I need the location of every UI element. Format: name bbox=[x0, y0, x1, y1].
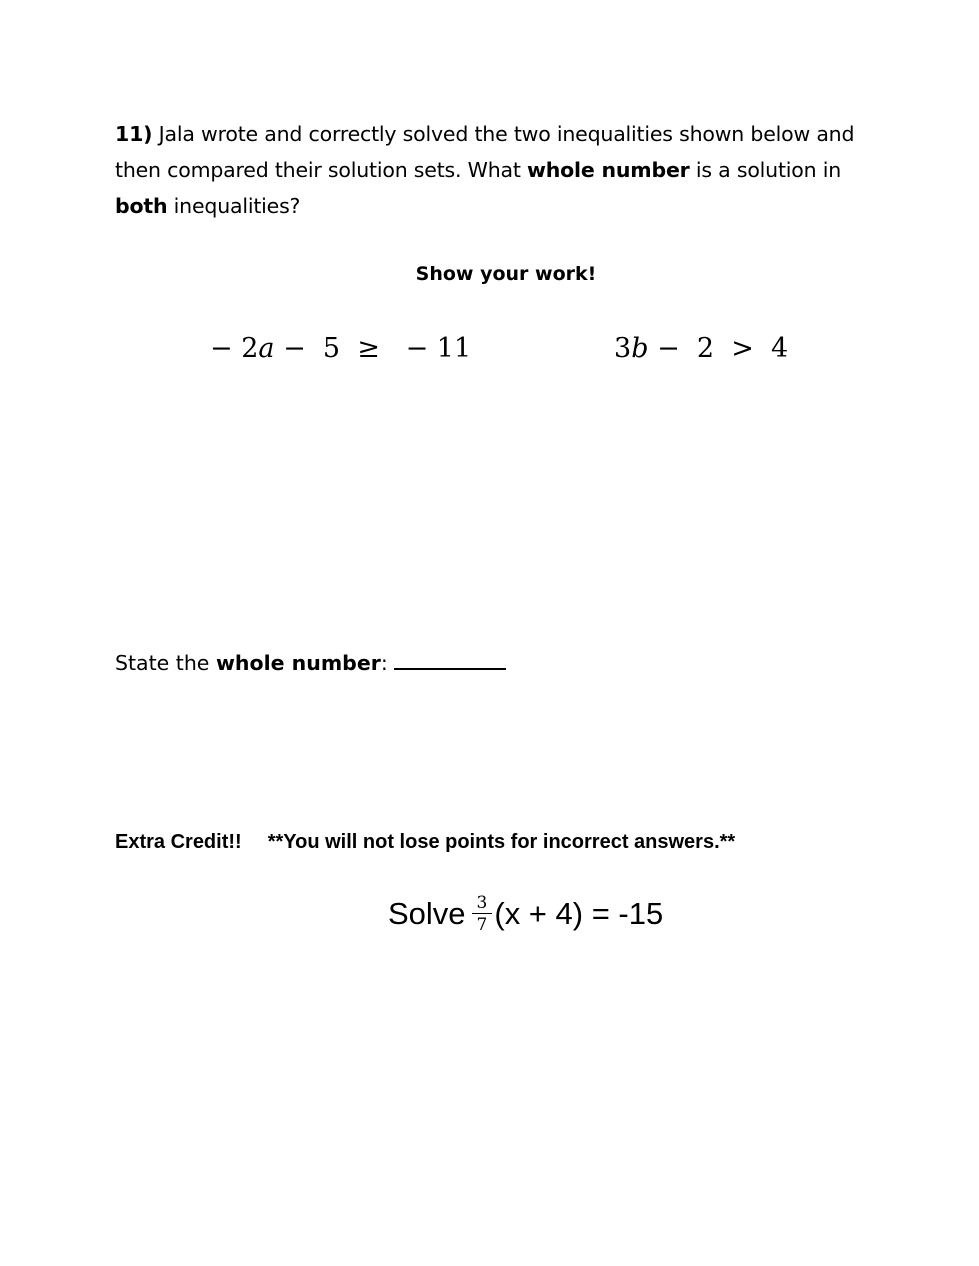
question-number: 11) bbox=[115, 122, 153, 146]
solve-equation bbox=[388, 893, 664, 936]
inequality-b bbox=[614, 333, 788, 364]
fraction-denominator: 7 bbox=[476, 915, 488, 935]
state-answer-line bbox=[115, 646, 506, 675]
inequality-b-suffix: − 2 > 4 bbox=[648, 333, 789, 364]
question-text-3: inequalities? bbox=[167, 194, 301, 218]
question-text-2: is a solution in bbox=[689, 158, 842, 182]
solve-word: Solve bbox=[388, 896, 466, 932]
inequality-b-prefix: 3 bbox=[614, 333, 632, 364]
extra-credit-note: **You will not lose points for incorrect answers.** bbox=[267, 831, 736, 853]
state-bold-whole-number: whole number bbox=[215, 651, 381, 675]
question-11 bbox=[115, 116, 895, 224]
inequality-a-prefix: − 2 bbox=[210, 333, 259, 364]
inequality-b-variable: b bbox=[631, 333, 649, 364]
inequality-a-suffix: − 5 ≥ − 11 bbox=[274, 333, 472, 364]
fraction-numerator: 3 bbox=[472, 894, 493, 914]
question-text-1: Jala wrote and correctly solved the two inequalities shown below and then compared their solution sets. What bbox=[115, 122, 855, 182]
fraction bbox=[472, 894, 493, 934]
show-work-heading: Show your work! bbox=[415, 263, 597, 285]
extra-credit-label: Extra Credit!! bbox=[115, 831, 242, 853]
solve-expression: (x + 4) = -15 bbox=[494, 896, 664, 932]
extra-credit-line bbox=[115, 831, 735, 854]
question-bold-whole-number: whole number bbox=[527, 158, 690, 182]
inequality-a bbox=[210, 333, 471, 364]
inequality-a-variable: a bbox=[258, 333, 275, 364]
state-colon: : bbox=[380, 651, 388, 675]
answer-blank[interactable] bbox=[394, 646, 506, 670]
question-bold-both: both bbox=[115, 194, 168, 218]
state-prefix: State the bbox=[115, 651, 216, 675]
